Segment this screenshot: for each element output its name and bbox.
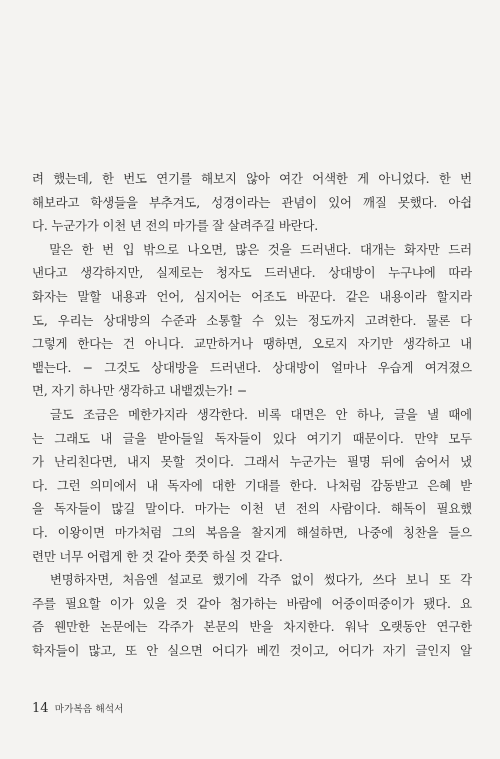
running-title: 마가복음 해석서: [54, 704, 124, 715]
text-line: 면, 자기 하나만 생각하고 내뱉겠는가! −: [32, 383, 248, 399]
text-line: 말은 한 번 입 밖으로 나오면, 많은 것을 드러낸다. 대개는 화자만 드러: [32, 241, 472, 257]
text-line: 는 그래도 내 글을 받아들일 독자들이 있다 여기기 때문이다. 만약 모두: [32, 430, 472, 446]
text-line: 화자는 말할 내용과 언어, 심지어는 어조도 바꾼다. 같은 내용이라 할지라: [32, 288, 472, 304]
body-text: [32, 167, 472, 662]
text-line: 즘 웬만한 논문에는 각주가 본문의 반을 차지한다. 워낙 오랫동안 연구한: [32, 619, 472, 635]
text-line: 학자들이 많고, 또 안 실으면 어디가 베낀 것이고, 어디가 자기 글인지 알: [32, 642, 472, 658]
text-line: 가 난리친다면, 내지 못할 것이다. 그래서 누군가는 필명 뒤에 숨어서 냈: [32, 454, 472, 470]
page-footer: [32, 702, 124, 717]
text-line: 낸다고 생각하지만, 실제로는 청자도 드러낸다. 상대방이 누구냐에 따라: [32, 265, 472, 281]
text-line: 도, 우리는 상대방의 수준과 소통할 수 있는 정도까지 고려한다. 물론 다: [32, 312, 472, 328]
text-line: 다. 누군가가 이천 년 전의 마가를 잘 살려주길 바란다.: [32, 218, 319, 234]
text-line: 해보라고 학생들을 부추겨도, 성경이라는 관념이 있어 깨질 못했다. 아쉽: [32, 194, 472, 210]
text-line: 려 했는데, 한 번도 연기를 해보지 않아 여간 어색한 게 아니었다. 한 번: [32, 171, 472, 186]
text-line: 다. 그런 의미에서 내 독자에 대한 기대를 한다. 나처럼 감동받고 은혜 받: [32, 477, 472, 493]
text-line: 글도 조금은 메한가지라 생각한다. 비록 대면은 안 하나, 글을 낼 때에: [32, 406, 472, 422]
text-line: 뱉는다. − 그것도 상대방을 드러낸다. 상대방이 얼마나 우습게 여겨졌으: [32, 359, 472, 375]
text-line: 을 독자들이 많길 말이다. 마가는 이천 년 전의 사람이다. 해독이 필요했: [32, 501, 472, 517]
text-line: 주를 필요할 이가 있을 것 같아 첨가하는 바람에 어중이떠중이가 됐다. 요: [32, 595, 472, 611]
page-number: 14: [32, 701, 49, 716]
text-line: 변명하자면, 처음엔 설교로 했기에 각주 없이 썼다가, 쓰다 보니 또 각: [32, 572, 472, 588]
text-line: 그렇게 한다는 건 아니다. 교만하거나 땡하면, 오로지 자기만 생각하고 내: [32, 336, 472, 352]
text-line: 련만 너무 어렵게 한 것 같아 쭛쭛 하실 것 같다.: [32, 548, 283, 564]
text-line: 다. 이왕이면 마가처럼 그의 복음을 찰지게 해설하면, 나중에 칭찬을 들으: [32, 524, 472, 540]
